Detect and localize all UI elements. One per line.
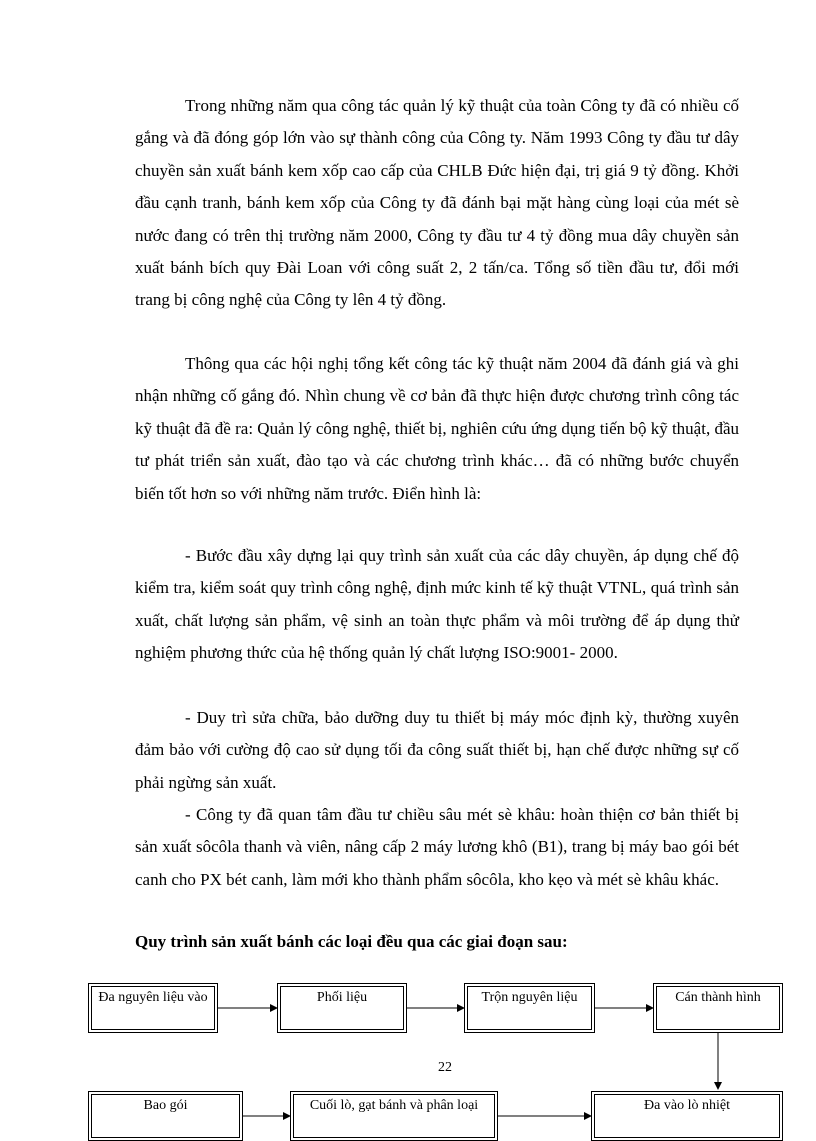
flow-box-sorting [290, 1091, 498, 1141]
paragraph-5: - Công ty đã quan tâm đầu tư chiều sâu mét sè khâu: hoàn thiện cơ bản thiết bị sản xuất sôcôla thanh và viên, nâng cấp 2 máy lương khô (B1), trang bị máy bao gói bét canh cho PX bét canh, làm mới kho thành phẩm sôcôla, kho kẹo và mét sè khâu khác. [135, 805, 739, 889]
flow-box-input [88, 983, 218, 1033]
flow-box-label: Phối liệu [280, 986, 404, 1030]
flow-box-packaging [88, 1091, 243, 1141]
paragraph-2: Thông qua các hội nghị tổng kết công tác kỹ thuật năm 2004 đã đánh giá và ghi nhận những cố gắng đó. Nhìn chung về cơ bản đã thực hiện được chương trình công tác kỹ thuật đã đề ra: Quản lý công nghệ, thiết bị, nghiên cứu ứng dụng tiến bộ kỹ thuật, đầu tư phát triển sản xuất, đào tạo và các chương trình khác… đã có những bước chuyển biến tốt hơn so với những năm trước. Điển hình là: [135, 354, 739, 503]
flow-box-label: Trộn nguyên liệu [467, 986, 592, 1030]
flow-box-label: Cuối lò, gạt bánh và phân loại [293, 1094, 495, 1138]
flow-box-label: Đa vào lò nhiệt [594, 1094, 780, 1138]
flow-box-label: Bao gói [91, 1094, 240, 1138]
flow-box-blending [464, 983, 595, 1033]
paragraph-4: - Duy trì sửa chữa, bảo dưỡng duy tu thiết bị máy móc định kỳ, thường xuyên đảm bảo với cường độ cao sử dụng tối đa công suất thiết bị, hạn chế được những sự cố phải ngừng sản xuất. [135, 708, 739, 792]
flow-box-oven [591, 1091, 783, 1141]
paragraph-1: Trong những năm qua công tác quản lý kỹ thuật của toàn Công ty đã có nhiều cố gắng và đã đóng góp lớn vào sự thành công của Công ty. Năm 1993 Công ty đầu tư dây chuyền sản xuất bánh kem xốp cao cấp của CHLB Đức hiện đại, trị giá 9 tỷ đồng. Khởi đầu cạnh tranh, bánh kem xốp của Công ty đã đánh bại mặt hàng cùng loại của mét sè nước đang có trên thị trường năm 2000, Công ty đầu tư 4 tỷ đồng mua dây chuyền sản xuất bánh bích quy Đài Loan với công suất 2, 2 tấn/ca. Tổng số tiền đầu tư, đổi mới trang bị công nghệ của Công ty lên 4 tỷ đồng. [135, 96, 739, 310]
flow-box-rolling [653, 983, 783, 1033]
page-number: 22 [438, 1060, 452, 1075]
flow-box-mixing [277, 983, 407, 1033]
paragraph-3: - Bước đầu xây dựng lại quy trình sản xuất của các dây chuyền, áp dụng chế độ kiểm tra, kiểm soát quy trình công nghệ, định mức kinh tế kỹ thuật VTNL, quá trình sản xuất, chất lượng sản phẩm, vệ sinh an toàn thực phẩm và môi trường để áp dụng thử nghiệm phương thức của hệ thống quản lý chất lượng ISO:9001- 2000. [135, 546, 739, 663]
section-heading: Quy trình sản xuất bánh các loại đều qua các giai đoạn sau: [135, 932, 568, 951]
flow-box-label: Đa nguyên liệu vào [91, 986, 215, 1030]
flow-box-label: Cán thành hình [656, 986, 780, 1030]
